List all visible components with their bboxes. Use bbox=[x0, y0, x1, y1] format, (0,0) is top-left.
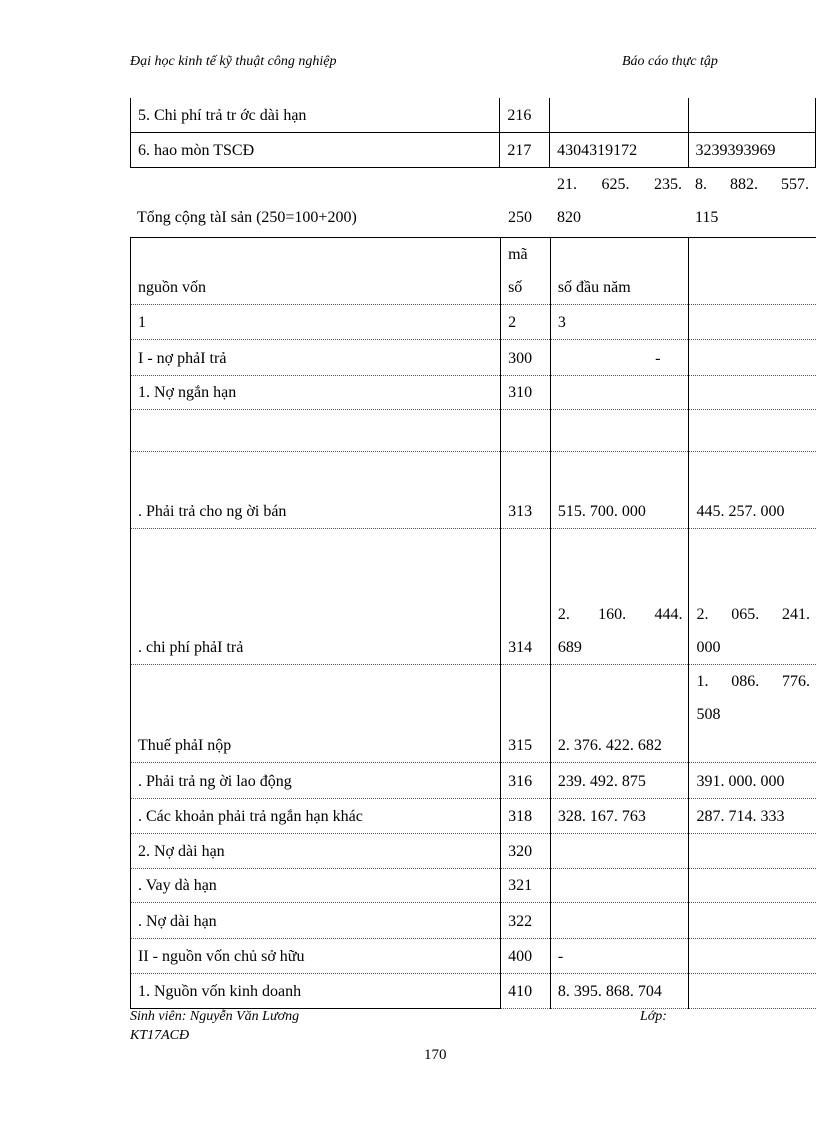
row-code: 316 bbox=[501, 763, 551, 799]
row-name: 5. Chi phí trả tr ớc dài hạn bbox=[131, 98, 500, 132]
row-end bbox=[689, 376, 816, 410]
row-end: 445. 257. 000 bbox=[689, 452, 816, 529]
col-header-code: mã số bbox=[501, 238, 551, 305]
row-code: 300 bbox=[501, 340, 551, 376]
row-end: 3239393969 bbox=[688, 132, 816, 167]
row-name bbox=[131, 410, 501, 452]
table-row bbox=[131, 665, 816, 763]
table-row bbox=[131, 939, 816, 974]
page-number: 170 bbox=[424, 1047, 447, 1063]
table-row bbox=[131, 529, 816, 665]
row-start: 515. 700. 000 bbox=[550, 452, 689, 529]
total-end bbox=[688, 168, 815, 234]
row-start: 239. 492. 875 bbox=[550, 763, 689, 799]
table-row bbox=[131, 98, 816, 132]
total-name: Tổng cộng tàI sản (250=100+200) bbox=[137, 209, 357, 226]
table-row bbox=[131, 903, 816, 939]
row-code: 322 bbox=[501, 903, 551, 939]
row-code: 310 bbox=[501, 376, 551, 410]
total-end-line2: 115 bbox=[695, 209, 719, 226]
footer-student: Sinh viên: Nguyễn Văn Lương bbox=[130, 1009, 300, 1024]
table-row bbox=[131, 452, 816, 529]
row-name: II - nguồn vốn chủ sở hữu bbox=[131, 939, 501, 974]
total-start-line1: 21. 625. 235. bbox=[557, 176, 682, 193]
asset-table bbox=[130, 98, 816, 168]
row-start: 4304319172 bbox=[550, 132, 688, 167]
total-row bbox=[130, 168, 815, 234]
row-start bbox=[550, 903, 689, 939]
row-code: 321 bbox=[501, 869, 551, 903]
row-name: . chi phí phảI trả bbox=[131, 529, 501, 665]
row-start: 2. 376. 422. 682 bbox=[550, 665, 689, 763]
col-header-name: nguồn vốn bbox=[131, 238, 501, 305]
header-school: Đại học kinh tế kỹ thuật công nghiệp bbox=[130, 54, 337, 69]
footer-class-code: KT17ACĐ bbox=[130, 1028, 190, 1043]
table-row bbox=[131, 305, 816, 340]
row-end bbox=[689, 903, 816, 939]
row-name: Thuế phảI nộp bbox=[131, 665, 501, 763]
row-start bbox=[550, 376, 689, 410]
row-name: . Vay dà hạn bbox=[131, 869, 501, 903]
row-name: 6. hao mòn TSCĐ bbox=[131, 132, 500, 167]
row-end bbox=[689, 869, 816, 903]
total-code: 250 bbox=[508, 209, 532, 226]
col-header-end bbox=[689, 238, 816, 305]
header-report-title: Báo cáo thực tập bbox=[622, 54, 718, 69]
index-cell: 3 bbox=[550, 305, 689, 340]
row-start: 328. 167. 763 bbox=[550, 799, 689, 834]
row-code: 400 bbox=[501, 939, 551, 974]
total-start-line2: 820 bbox=[557, 209, 581, 226]
row-end bbox=[689, 410, 816, 452]
row-code bbox=[501, 410, 551, 452]
row-start: 2. 160. 444. 689 bbox=[550, 529, 689, 665]
row-code: 410 bbox=[501, 974, 551, 1009]
row-code: 217 bbox=[500, 132, 550, 167]
table-row bbox=[131, 340, 816, 376]
row-end: 1. 086. 776. 508 bbox=[689, 665, 816, 763]
row-end bbox=[689, 340, 816, 376]
row-end bbox=[689, 939, 816, 974]
row-end: 287. 714. 333 bbox=[689, 799, 816, 834]
row-name: 2. Nợ dài hạn bbox=[131, 834, 501, 869]
row-code: 314 bbox=[501, 529, 551, 665]
row-name: . Nợ dài hạn bbox=[131, 903, 501, 939]
row-start: - bbox=[550, 340, 689, 376]
row-start bbox=[550, 834, 689, 869]
row-start: 8. 395. 868. 704 bbox=[550, 974, 689, 1009]
table-row bbox=[131, 410, 816, 452]
footer-class-label: Lớp: bbox=[640, 1009, 667, 1024]
row-end: 391. 000. 000 bbox=[689, 763, 816, 799]
row-name: . Phải trả ng ời lao động bbox=[131, 763, 501, 799]
row-start: - bbox=[550, 939, 689, 974]
row-end bbox=[689, 834, 816, 869]
table-row bbox=[131, 763, 816, 799]
row-start bbox=[550, 98, 688, 132]
col-header-start: số đầu năm bbox=[550, 238, 689, 305]
row-code: 313 bbox=[501, 452, 551, 529]
row-name: 1. Nợ ngắn hạn bbox=[131, 376, 501, 410]
total-row-table bbox=[130, 168, 815, 234]
table-row bbox=[131, 974, 816, 1009]
row-code: 318 bbox=[501, 799, 551, 834]
table-row bbox=[131, 869, 816, 903]
index-cell: 1 bbox=[131, 305, 501, 340]
row-name: I - nợ phảI trả bbox=[131, 340, 501, 376]
row-code: 315 bbox=[501, 665, 551, 763]
table-row bbox=[131, 376, 816, 410]
row-start bbox=[550, 410, 689, 452]
row-code: 216 bbox=[500, 98, 550, 132]
row-name: . Phải trả cho ng ời bán bbox=[131, 452, 501, 529]
capital-table bbox=[130, 237, 816, 1009]
total-end-line1: 8. 882. 557. bbox=[695, 176, 809, 193]
index-cell bbox=[689, 305, 816, 340]
row-start bbox=[550, 869, 689, 903]
table-row bbox=[131, 799, 816, 834]
row-name: . Các khoản phải trả ngắn hạn khác bbox=[131, 799, 501, 834]
index-cell: 2 bbox=[501, 305, 551, 340]
row-end: 2. 065. 241. 000 bbox=[689, 529, 816, 665]
total-start bbox=[550, 168, 688, 234]
row-end bbox=[688, 98, 816, 132]
table-row bbox=[131, 834, 816, 869]
row-code: 320 bbox=[501, 834, 551, 869]
row-end bbox=[689, 974, 816, 1009]
row-name: 1. Nguồn vốn kinh doanh bbox=[131, 974, 501, 1009]
table-row bbox=[131, 132, 816, 167]
table-header-row bbox=[131, 238, 816, 305]
